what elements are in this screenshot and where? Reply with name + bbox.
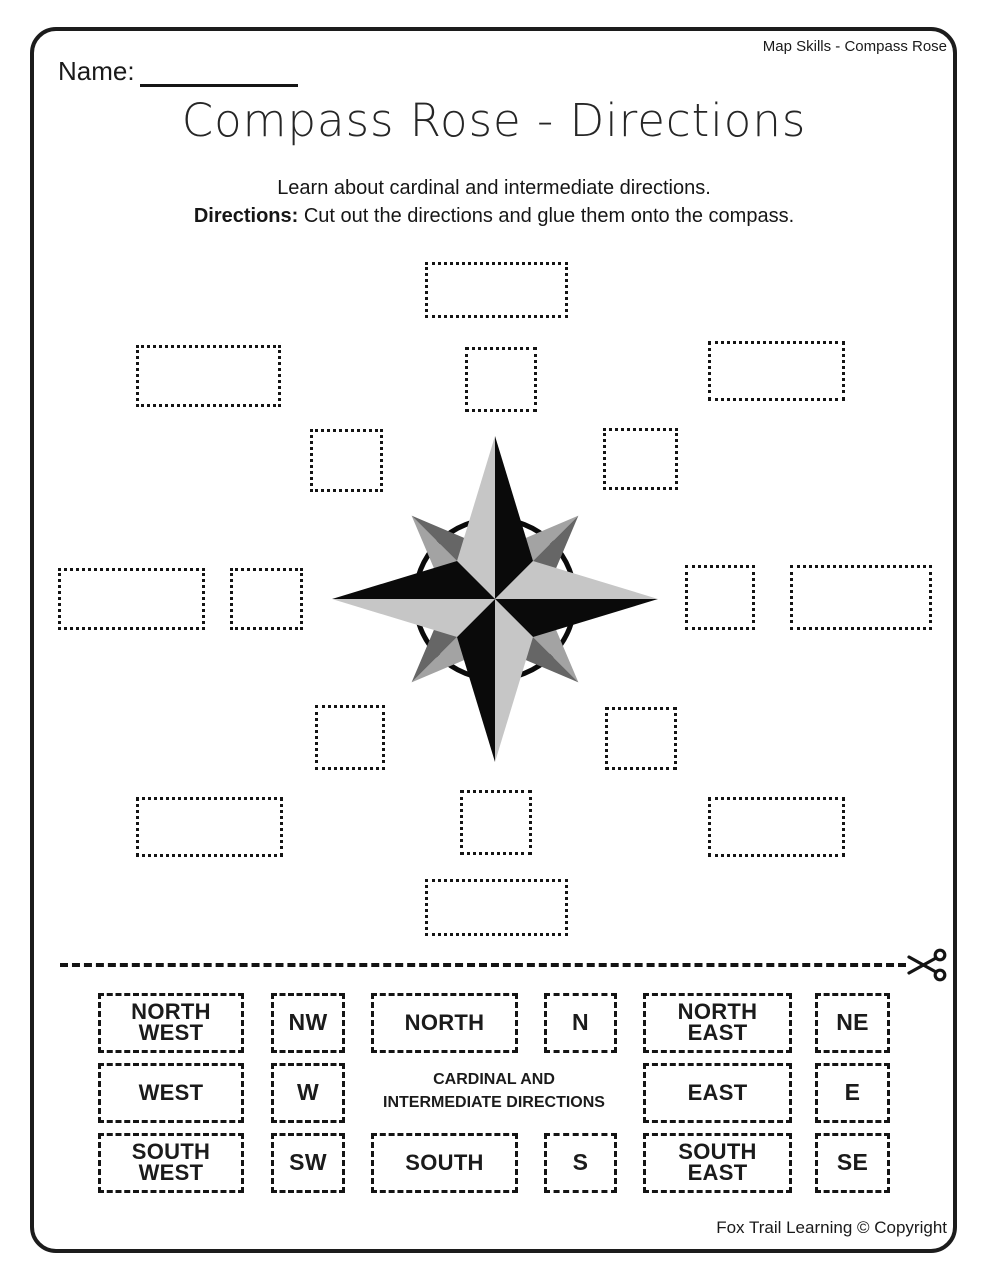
card-label: EAST [687, 1079, 748, 1105]
card-e[interactable] [815, 1063, 890, 1123]
header-tag: Map Skills - Compass Rose [762, 38, 947, 55]
card-label: EAST [687, 1160, 748, 1185]
drop-target-south-outer[interactable] [425, 879, 568, 936]
card-se[interactable] [815, 1133, 890, 1193]
drop-target-east-inner[interactable] [685, 565, 755, 630]
drop-target-east-outer[interactable] [790, 565, 932, 630]
card-label: N [572, 1009, 589, 1036]
card-south-east[interactable] [643, 1133, 792, 1193]
card-label: SOUTH [405, 1149, 484, 1175]
drop-target-south-inner[interactable] [460, 790, 532, 855]
compass-cardinal-points [332, 436, 658, 762]
card-south-west[interactable] [98, 1133, 244, 1193]
card-label: E [844, 1079, 861, 1106]
drop-target-northeast-outer[interactable] [708, 341, 845, 401]
card-label: NW [288, 1009, 328, 1036]
card-s[interactable] [544, 1133, 617, 1193]
card-label: SOUTH [678, 1139, 757, 1165]
card-label: W [296, 1079, 319, 1106]
card-label: SOUTH [131, 1139, 211, 1165]
drop-target-southwest-outer[interactable] [136, 797, 283, 857]
card-ne[interactable] [815, 993, 890, 1053]
card-label: NE [836, 1009, 869, 1036]
intro-text: Learn about cardinal and intermediate directions. [277, 177, 711, 199]
drop-target-west-inner[interactable] [230, 568, 303, 630]
card-label: EAST [687, 1020, 748, 1045]
copyright-text: Fox Trail Learning © Copyright [716, 1218, 947, 1237]
cut-line [60, 963, 906, 967]
card-label: WEST [138, 1020, 204, 1045]
card-label: WEST [138, 1079, 204, 1105]
cards-section-title-line1: CARDINAL AND [433, 1071, 555, 1088]
name-label: Name: [58, 56, 135, 86]
drop-target-west-outer[interactable] [58, 568, 205, 630]
card-south[interactable] [371, 1133, 518, 1193]
card-north-east[interactable] [643, 993, 792, 1053]
cards-section-title-line2: INTERMEDIATE DIRECTIONS [383, 1094, 605, 1112]
drop-target-northwest-outer[interactable] [136, 345, 281, 407]
card-nw[interactable] [271, 993, 345, 1053]
card-label: S [572, 1149, 589, 1176]
name-input-line[interactable] [140, 58, 298, 87]
name-row [58, 56, 298, 87]
directions-label: Directions: [193, 205, 299, 227]
card-label: SE [836, 1149, 869, 1176]
compass-rose-image [325, 429, 665, 769]
directions-body: Cut out the directions and glue them onto the compass. [298, 205, 795, 227]
scissors-icon [906, 946, 950, 984]
page-title: Compass Rose - Directions [181, 94, 807, 147]
card-label: SW [289, 1149, 327, 1176]
drop-target-southeast-outer[interactable] [708, 797, 845, 857]
card-w[interactable] [271, 1063, 345, 1123]
card-n[interactable] [544, 993, 617, 1053]
card-label: WEST [138, 1160, 204, 1185]
card-west[interactable] [98, 1063, 244, 1123]
cards-section-title [361, 1068, 627, 1114]
card-north[interactable] [371, 993, 518, 1053]
card-label: NORTH [131, 999, 211, 1025]
directions-text [0, 205, 988, 228]
card-label: NORTH [677, 999, 758, 1025]
card-east[interactable] [643, 1063, 792, 1123]
drop-target-north-inner[interactable] [465, 347, 537, 412]
card-north-west[interactable] [98, 993, 244, 1053]
card-sw[interactable] [271, 1133, 345, 1193]
drop-target-north-outer[interactable] [425, 262, 568, 318]
card-label: NORTH [404, 1009, 485, 1035]
